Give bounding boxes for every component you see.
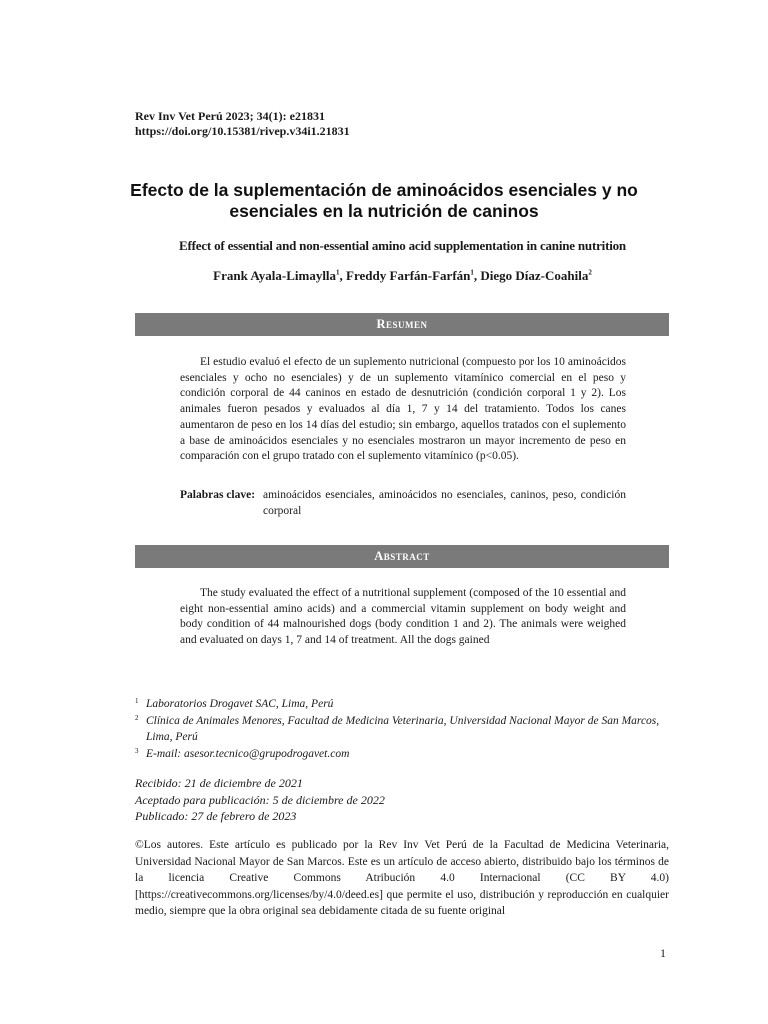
affiliation-item bbox=[135, 746, 669, 763]
affiliation-number: 3 bbox=[135, 746, 139, 755]
affiliation-number: 2 bbox=[135, 713, 139, 722]
accepted-date: Aceptado para publicación: 5 de diciembre de 2022 bbox=[135, 792, 385, 807]
affiliation-marker: 1 bbox=[470, 268, 474, 277]
copyright-notice: ©Los autores. Este artículo es publicado por la Rev Inv Vet Perú de la Facultad de Medicina Veterinaria, Universidad Nacional Mayor de San Marcos. Este es un artículo de acceso abierto, distribuido bajo los términos de la licencia Creative Commons Atribución 4.0 Internacional (CC BY 4.0) [https://creativecommons.org/licenses/by/4.0/deed.es] que permite el uso, distribución y reproducción en cualquier medio, siempre que la obra original sea debidamente citada de su fuente original bbox=[135, 839, 669, 917]
author-list bbox=[100, 268, 705, 284]
keywords-block bbox=[180, 487, 626, 519]
keywords-label: Palabras clave: bbox=[180, 489, 256, 501]
affiliation-email[interactable]: E-mail: asesor.tecnico@grupodrogavet.com bbox=[146, 747, 350, 760]
journal-info bbox=[135, 109, 350, 139]
author-name: Freddy Farfán-Farfán bbox=[346, 268, 471, 283]
resumen-heading: Resumen bbox=[135, 313, 669, 336]
publication-dates bbox=[135, 775, 385, 825]
affiliation-marker: 2 bbox=[588, 268, 592, 277]
affiliation-text: Clínica de Animales Menores, Facultad de Medicina Veterinaria, Universidad Nacional Mayor de San Marcos, Lima, Perú bbox=[146, 714, 660, 743]
affiliation-number: 1 bbox=[135, 697, 139, 705]
author-name: Diego Díaz-Coahila bbox=[480, 268, 589, 283]
page-number: 1 bbox=[660, 946, 666, 960]
affiliation-text: Laboratorios Drogavet SAC, Lima, Perú bbox=[146, 698, 334, 710]
received-date: Recibido: 21 de diciembre de 2021 bbox=[135, 776, 303, 790]
affiliation-marker: 1 bbox=[336, 268, 340, 277]
abstract-heading: Abstract bbox=[135, 545, 669, 568]
abstract-text: The study evaluated the effect of a nutritional supplement (composed of the 10 essential and eight non-essential amino acids) and a commercial vitamin supplement on body weight and body condition of 44 malnourished dogs (body condition 1 and 2). The animals were weighed and evaluated on days 1, 7 and 14 of treatment. All the dogs gained bbox=[180, 587, 626, 647]
author-separator: , bbox=[473, 268, 481, 283]
author-separator: , bbox=[339, 268, 347, 283]
author-name: Frank Ayala-Limaylla bbox=[213, 268, 337, 283]
published-date: Publicado: 27 de febrero de 2023 bbox=[135, 809, 297, 823]
journal-citation: Rev Inv Vet Perú 2023; 34(1): e21831 bbox=[135, 109, 325, 123]
keywords-text: aminoácidos esenciales, aminoácidos no esenciales, caninos, peso, condición corporal bbox=[263, 489, 626, 517]
affiliations-footnote bbox=[135, 696, 669, 762]
affiliation-item bbox=[135, 696, 669, 713]
article-title-en: Effect of essential and non-essential amino acid supplementation in canine nutrition bbox=[179, 238, 626, 253]
article-title-es: Efecto de la suplementación de aminoácidos esenciales y no esenciales en la nutrición de caninos bbox=[130, 180, 638, 221]
doi-link[interactable]: https://doi.org/10.15381/rivep.v34i1.21831 bbox=[135, 124, 350, 138]
affiliation-item bbox=[135, 713, 669, 746]
resumen-text: El estudio evaluó el efecto de un suplemento nutricional (compuesto por los 10 aminoácidos esenciales y ocho no esenciales) y de un suplemento vitamínico comercial en el peso y condición corporal de 44 caninos en estado de desnutrición (condición corporal 1 y 2). Los animales fueron pesados y evaluados al día 1, 7 y 14 del tratamiento. Todos los canes aumentaron de peso en los 14 días del estudio; sin embargo, aquellos tratados con el suplemento a base de aminoácidos esenciales y no esenciales mostraron un mayor incremento de peso en comparación con el grupo tratado con el suplemento vitamínico (p<0.05). bbox=[180, 356, 626, 463]
